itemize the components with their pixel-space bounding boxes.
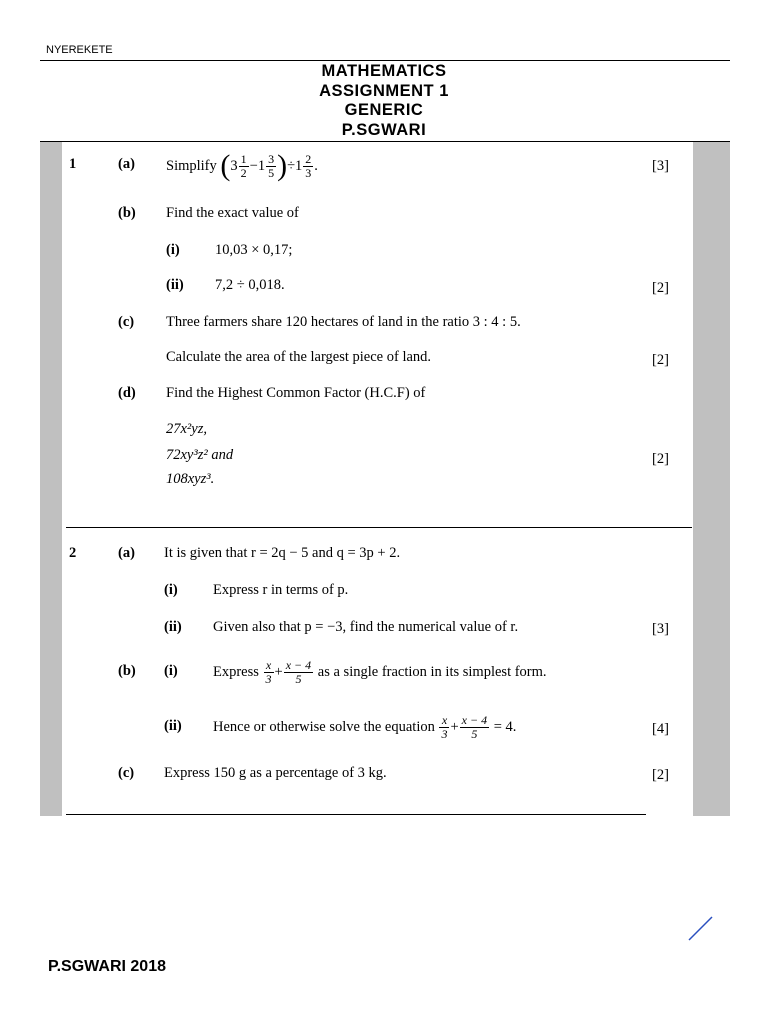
q1d-label: (d) — [118, 385, 136, 401]
bottom-separator — [66, 814, 646, 815]
q1d-term-2: 72xy³z² and — [166, 447, 234, 463]
q1a-text: Simplify — [166, 157, 217, 174]
q1d-term-3: 108xyz³. — [166, 471, 215, 487]
q1b-ii-label: (ii) — [166, 277, 184, 293]
q2a-text: It is given that r = 2q − 5 and q = 3p + 2. — [164, 545, 401, 561]
header-rule — [40, 60, 730, 61]
q2b-i-op: + — [274, 663, 283, 680]
q1a-expression — [166, 145, 318, 187]
close-paren: ) — [277, 149, 288, 182]
open-paren: ( — [220, 149, 231, 182]
q2b-i-label: (i) — [164, 663, 178, 679]
q2a-i-text: Express r in terms of p. — [213, 582, 349, 598]
q2c-marks: [2] — [652, 767, 669, 783]
q2b-ii-op: + — [450, 718, 459, 735]
q2b-ii-label: (ii) — [164, 718, 182, 734]
q1a-fraction-2: $\frac{3}{5}$ — [268, 151, 275, 180]
q2b-ii-post: = 4. — [493, 718, 517, 735]
title-line-author: P.SGWARI — [341, 120, 427, 139]
q2b-i-expression — [213, 652, 547, 692]
q2a-ii-label: (ii) — [164, 619, 182, 635]
q2c-label: (c) — [118, 765, 135, 781]
q1d-term-1: 27x²yz, — [166, 421, 207, 437]
q2b-ii-pre: Hence or otherwise solve the equation — [213, 718, 435, 735]
header-label: NYEREKETE — [46, 44, 113, 56]
footer-text: P.SGWARI 2018 — [48, 958, 166, 975]
right-margin-bar — [693, 142, 730, 816]
q2b-ii-fraction-2: $\frac{x - 4}{5}$ — [461, 712, 488, 741]
title-line-subject: MATHEMATICS — [321, 62, 447, 80]
q2b-i-post: as a single fraction in its simplest form. — [317, 663, 547, 680]
q1c-text-1: Three farmers share 120 hectares of land in the ratio 3 : 4 : 5. — [166, 314, 521, 330]
q1d-text: Find the Highest Common Factor (H.C.F) of — [166, 385, 426, 401]
q2c-text: Express 150 g as a percentage of 3 kg. — [164, 765, 387, 781]
q2b-i-fraction-2: $\frac{x - 4}{5}$ — [285, 657, 312, 686]
q1b-i-label: (i) — [166, 242, 180, 258]
q1a-op-1: − — [249, 157, 258, 174]
q1a-fraction-3: $\frac{2}{3}$ — [305, 151, 312, 180]
q1b-text: Find the exact value of — [166, 205, 299, 221]
q2a-i-label: (i) — [164, 582, 178, 598]
title-line-assignment: ASSIGNMENT 1 — [319, 81, 449, 100]
q1b-marks: [2] — [652, 280, 669, 296]
q2b-ii-fraction-1: $\frac{x}{3}$ — [441, 712, 448, 741]
question-number-2: 2 — [69, 545, 77, 561]
question-number-1: 1 — [69, 156, 77, 172]
q1b-label: (b) — [118, 205, 136, 221]
q1d-marks: [2] — [652, 451, 669, 467]
left-margin-bar — [40, 142, 62, 816]
q1c-marks: [2] — [652, 352, 669, 368]
q2a-label: (a) — [118, 545, 135, 561]
q2b-i-pre: Express — [213, 663, 259, 680]
q1a-whole-1: 3 — [230, 157, 238, 174]
q1a-marks: [3] — [652, 158, 669, 174]
q1a-op-2: ÷ — [287, 157, 296, 174]
q1c-label: (c) — [118, 314, 135, 330]
q1b-ii-text: 7,2 ÷ 0,018. — [215, 277, 285, 293]
q2a-ii-text: Given also that p = −3, find the numerical value of r. — [213, 619, 519, 635]
q2b-label: (b) — [118, 663, 136, 679]
pen-stroke-mark — [686, 914, 716, 944]
q2b-ii-expression — [213, 707, 516, 747]
title-line-generic: GENERIC — [344, 101, 424, 119]
q1a-label: (a) — [118, 156, 135, 172]
title-block — [0, 62, 768, 140]
q1c-text-2: Calculate the area of the largest piece of land. — [166, 349, 432, 365]
question-separator — [66, 527, 692, 528]
q2b-i-fraction-1: $\frac{x}{3}$ — [265, 657, 272, 686]
q1a-end: . — [314, 157, 318, 174]
q1a-fraction-1: $\frac{1}{2}$ — [240, 151, 247, 180]
q1a-whole-3: 1 — [295, 157, 303, 174]
q2a-marks: [3] — [652, 621, 669, 637]
q1a-whole-2: 1 — [257, 157, 266, 174]
q2b-marks: [4] — [652, 721, 669, 737]
q1b-i-text: 10,03 × 0,17; — [215, 242, 293, 258]
